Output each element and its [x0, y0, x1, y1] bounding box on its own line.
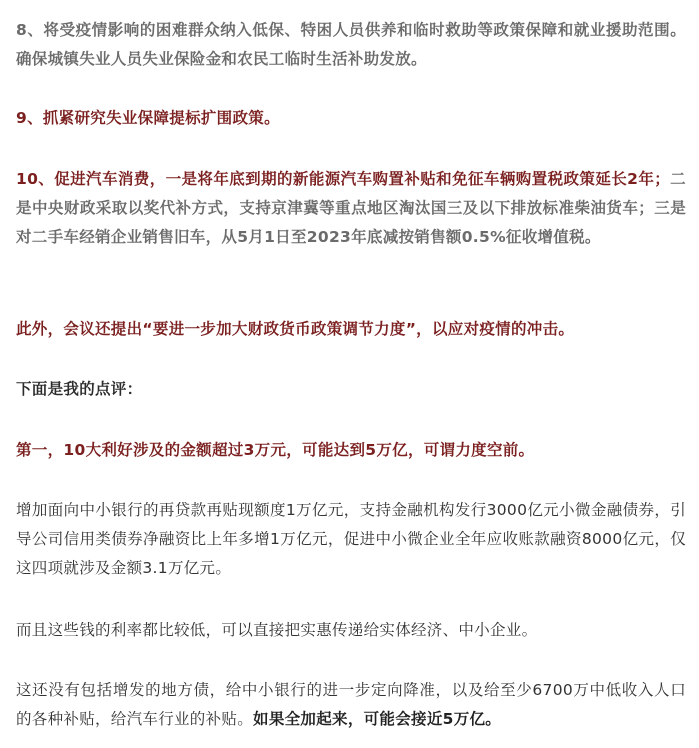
paragraph-meeting-note: [16, 315, 686, 344]
paragraph-item-10: [16, 165, 686, 252]
detail-2-text: 而且这些钱的利率都比较低，可以直接把实惠传递给实体经济、中小企业。: [16, 621, 538, 639]
item-10-body-text: 二是中央财政采取以奖代补方式，支持京津冀等重点地区淘汰国三及以下排放标准柴油货车；三是对二手车经销企业销售旧车，从5月1日至2023年底减按销售额0.5%征收增值税。: [16, 170, 686, 246]
paragraph-first-point: [16, 436, 686, 465]
paragraph-item-9: [16, 104, 686, 133]
detail-3-lead-text: 这还没有包括增发的地方债，给中小银行的进一步定向降准，以及给至少6700万中低收入人口的各种补贴，给汽车行业的补贴。: [16, 681, 686, 728]
paragraph-comment-intro: [16, 375, 686, 404]
item-8-text: 8、将受疫情影响的困难群众纳入低保、特困人员供养和临时救助等政策保障和就业援助范围。确保城镇失业人员失业保险金和农民工临时生活补助发放。: [16, 21, 686, 68]
item-10-head-text: 10、促进汽车消费，一是将年底到期的新能源汽车购置补贴和免征车辆购置税政策延长2年；: [16, 170, 671, 188]
item-9-text: 9、抓紧研究失业保障提标扩围政策。: [16, 109, 280, 127]
paragraph-detail-3: [16, 676, 686, 734]
detail-1-text: 增加面向中小银行的再贷款再贴现额度1万亿元，支持金融机构发行3000亿元小微金融债券，引导公司信用类债券净融资比上年多增1万亿元，促进中小微企业全年应收账款融资8000亿元，仅这四项就涉及金额3.1万亿元。: [16, 501, 686, 577]
paragraph-detail-1: [16, 496, 686, 583]
comment-intro-text: 下面是我的点评：: [16, 380, 143, 398]
paragraph-item-8: [16, 16, 686, 74]
meeting-note-text: 此外，会议还提出“要进一步加大财政货币政策调节力度”，以应对疫情的冲击。: [16, 320, 575, 338]
detail-3-emphasis-text: 如果全加起来，可能会接近5万亿。: [253, 710, 502, 728]
first-point-text: 第一，10大利好涉及的金额超过3万元，可能达到5万亿，可谓力度空前。: [16, 441, 535, 459]
paragraph-detail-2: [16, 616, 686, 645]
